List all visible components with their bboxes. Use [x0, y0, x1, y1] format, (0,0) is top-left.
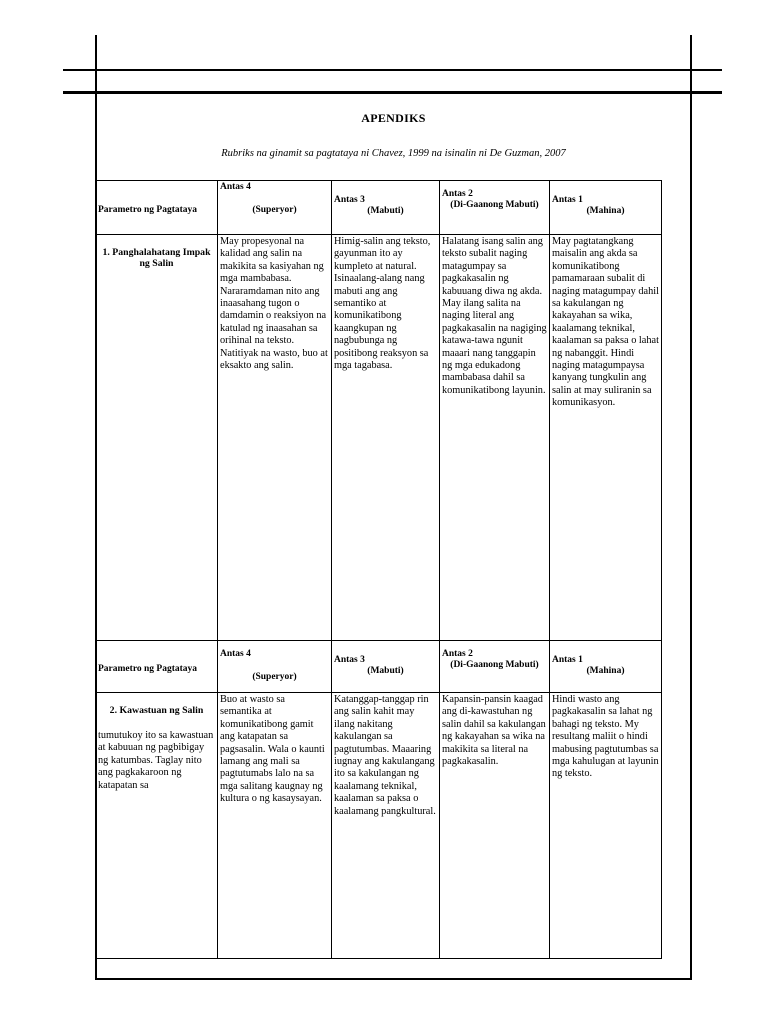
header-level-1 [550, 181, 662, 235]
rubric-cell: Buo at wasto sa semantika at komunikatibong gamit ang katapatan sa pagsasalin. Wala o kaunti lamang ang mali sa pagtutumabs lalo na sa mga salitang kaugnay ng kultura o ng kasaysayan. [218, 693, 332, 959]
level-quality: (Di-Gaanong Mabuti) [450, 200, 539, 210]
rubric-cell: May propesyonal na kalidad ang salin na makikita sa kasiyahan ng mga mambabasa. Nararamdaman nito ang inaasahang tugon o damdamin o reaksiyon na katulad ng inaasahan sa orihinal na teksto. Natitiyak na wasto, buo at eksakto ang salin. [218, 235, 332, 641]
criterion-name: 2. Kawastuan ng Salin [109, 705, 204, 716]
level-label: Antas 3 [334, 655, 365, 665]
rubric-cell: Hindi wasto ang pagkakasalin sa lahat ng bahagi ng teksto. My resultang maliit o hindi mabusing pagtutumbas sa mga kahulugan at layunin ng teksto. [550, 693, 662, 959]
level-label: Antas 3 [334, 195, 365, 205]
document-subtitle: Rubriks na ginamit sa pagtataya ni Chavez, 1999 na isinalin ni De Guzman, 2007 [221, 148, 566, 159]
header-level-2 [440, 641, 550, 693]
level-quality: (Di-Gaanong Mabuti) [450, 660, 539, 670]
table-row [96, 235, 662, 641]
level-quality: (Mabuti) [367, 666, 404, 676]
header-level-1 [550, 641, 662, 693]
header-param: Parametro ng Pagtataya [96, 641, 218, 693]
level-quality: (Mabuti) [367, 206, 404, 216]
rubric-cell: Halatang isang salin ang teksto subalit naging matagumpay sa pagkakasalin ng kabuuang diwa ng akda. May ilang salita na naging literal ang pagkakasalin na nagiging katawa-tawa ngunit maaari nang tanggapin ng mga edukadong mambabasa dahil sa komunikatibong layunin. [440, 235, 550, 641]
level-label: Antas 1 [552, 655, 583, 665]
table-header-row [96, 181, 662, 235]
level-label: Antas 4 [220, 182, 251, 192]
level-label: Antas 2 [442, 649, 473, 659]
criterion-name: 1. Panghalahatang Impak ng Salin [96, 235, 218, 641]
rubric-cell: Katanggap-tanggap rin ang salin kahit may ilang nakitang kakulangan sa pagtutumbas. Maaaring iugnay ang kakulangang ito sa kakulangan ng kaalamang teknikal, kaalaman sa paksa o kaalamang pangkultural. [332, 693, 440, 959]
header-level-4 [218, 641, 332, 693]
header-level-3 [332, 641, 440, 693]
header-rule-thin [63, 69, 722, 71]
page-border-right [690, 35, 692, 980]
level-quality: (Superyor) [252, 205, 297, 215]
page-border-bottom [95, 978, 692, 980]
rubric-table-1 [95, 180, 662, 641]
rubric-cell: Kapansin-pansin kaagad ang di-kawastuhan ng salin dahil sa kakulangan ng kakayahan sa wika na makikita sa literal na pagkakasalin. [440, 693, 550, 959]
header-param: Parametro ng Pagtataya [96, 181, 218, 235]
rubric-cell: Himig-salin ang teksto, gayunman ito ay kumpleto at natural. Isinaalang-alang nang mabuti ang ang semantiko at komunikatibong kaangkupan ng nagbubunga ng positibong reaksyon sa mga tagabasa. [332, 235, 440, 641]
table-row [96, 693, 662, 959]
level-quality: (Mahina) [586, 666, 625, 676]
level-label: Antas 1 [552, 195, 583, 205]
level-label: Antas 2 [442, 189, 473, 199]
rubric-table-2 [95, 640, 662, 959]
document-title: APENDIKS [361, 111, 426, 125]
table-header-row [96, 641, 662, 693]
level-label: Antas 4 [220, 649, 251, 659]
criterion-cell [96, 693, 218, 959]
header-level-4 [218, 181, 332, 235]
level-quality: (Mahina) [586, 206, 625, 216]
header-level-3 [332, 181, 440, 235]
criterion-note: tumutukoy ito sa kawastuan at kabuuan ng pagbibigay ng katumbas. Taglay nito ang pagkakaroon ng katapatan sa [98, 730, 214, 791]
rubric-cell: May pagtatangkang maisalin ang akda sa komunikatibong pamamaraan subalit di naging matagumpay dahil sa kakulangan ng kakayahan sa wika, kaalamang teknikal, kaalaman sa paksa o lahat ng nabanggit. Hindi naging matagumpaysa kanyang tungkulin ang salin at may suliranin sa komunikasyon. [550, 235, 662, 641]
header-rule-thick [63, 91, 722, 94]
level-quality: (Superyor) [252, 672, 297, 682]
header-level-2 [440, 181, 550, 235]
